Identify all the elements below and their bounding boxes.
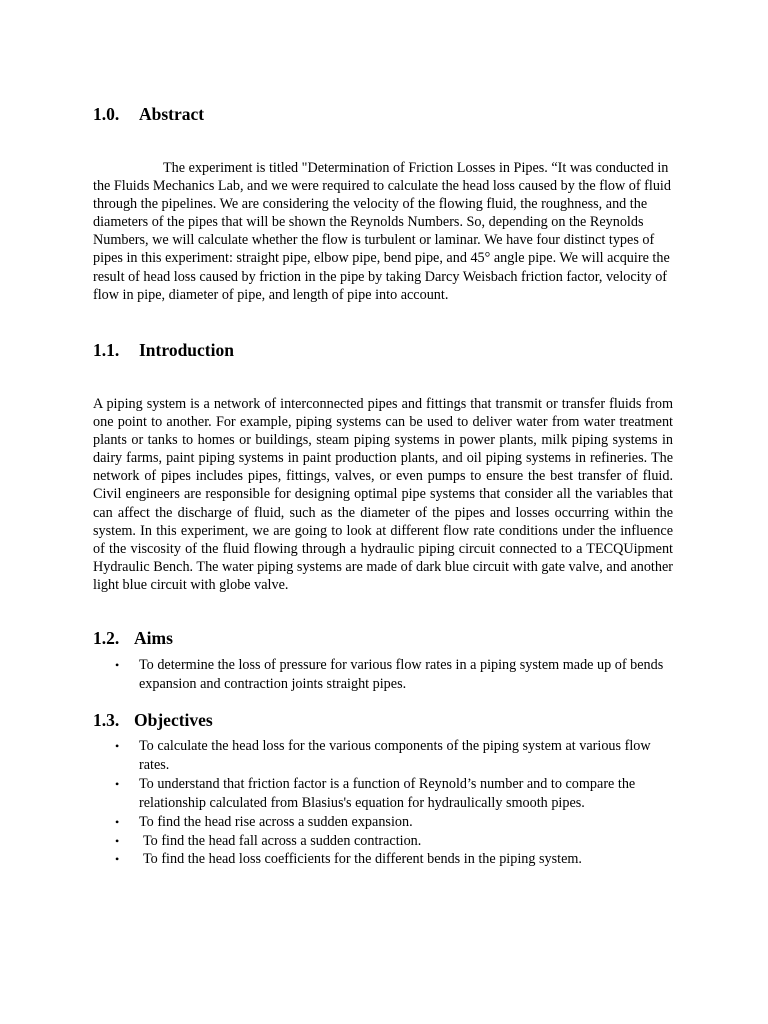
objectives-heading — [93, 709, 213, 731]
objectives-title: Objectives — [134, 710, 213, 730]
list-item: • To determine the loss of pressure for various flow rates in a piping system made up of bends expansion and contraction joints straight pipes. — [115, 657, 664, 692]
list-item: • To understand that friction factor is a function of Reynold’s number and to compare the relationship calculated from Blasius's equation for hydraulically smooth pipes. — [115, 775, 636, 811]
bullet-icon: • — [115, 833, 120, 848]
introduction-paragraph: A piping system is a network of interconnected pipes and fittings that transmit or transfer fluids from one point to another. For example, piping systems can be used to deliver water from water treatment plants or tanks to homes or buildings, steam piping systems in power plants, milk piping systems in dairy farms, paint piping systems in paint production plants, and oil piping systems in refineries. The network of pipes includes pipes, fittings, valves, or even pumps to ensure the best transfer of fluid. Civil engineers are responsible for designing optimal pipe systems that consider all the variables that can affect the discharge of fluid, such as the diameter of the pipes and losses occurring within the system. In this experiment, we are going to look at different flow rate conditions under the influence of the viscosity of the fluid flowing through a hydraulic piping circuit connected to a TECQUipment Hydraulic Bench. The water piping systems are made of dark blue circuit with gate valve, and another light blue circuit with globe valve. — [93, 396, 673, 593]
introduction-number: 1.1. — [93, 340, 120, 360]
objectives-list — [93, 737, 673, 869]
abstract-paragraph: The experiment is titled "Determination of Friction Losses in Pipes. “It was conducted in the Fluids Mechanics Lab, and we were required to calculate the head loss caused by the flow of fluid through the pipelines. We are considering the velocity of the flowing fluid, the roughness, and the diameters of the pipes that will be shown the Reynolds Numbers. So, depending on the Reynolds Numbers, we will calculate whether the flow is turbulent or laminar. We have four distinct types of pipes in this experiment: straight pipe, elbow pipe, bend pipe, and 45° angle pipe. We will acquire the result of head loss caused by friction in the pipe by taking Darcy Weisbach friction factor, velocity of flow in pipe, diameter of pipe, and length of pipe into account. — [93, 160, 671, 303]
abstract-number: 1.0. — [93, 104, 120, 124]
objectives-number: 1.3. — [93, 710, 120, 730]
list-item: • To find the head loss coefficients for the different bends in the piping system. — [115, 851, 582, 868]
bullet-icon: • — [115, 776, 120, 791]
abstract-heading — [93, 103, 204, 125]
aims-list — [93, 656, 673, 694]
aims-number: 1.2. — [93, 628, 120, 648]
abstract-title: Abstract — [139, 104, 205, 124]
introduction-title: Introduction — [139, 340, 234, 360]
aims-heading — [93, 627, 173, 649]
introduction-heading — [93, 339, 234, 361]
list-item: • To find the head fall across a sudden contraction. — [115, 832, 422, 849]
list-item: • To calculate the head loss for the various components of the piping system at various flow rates. — [115, 738, 651, 773]
aims-title: Aims — [134, 628, 173, 648]
bullet-icon: • — [115, 658, 120, 672]
bullet-icon: • — [115, 814, 120, 829]
list-item: • To find the head rise across a sudden expansion. — [115, 813, 413, 830]
bullet-icon: • — [115, 739, 120, 753]
bullet-icon: • — [115, 852, 120, 867]
